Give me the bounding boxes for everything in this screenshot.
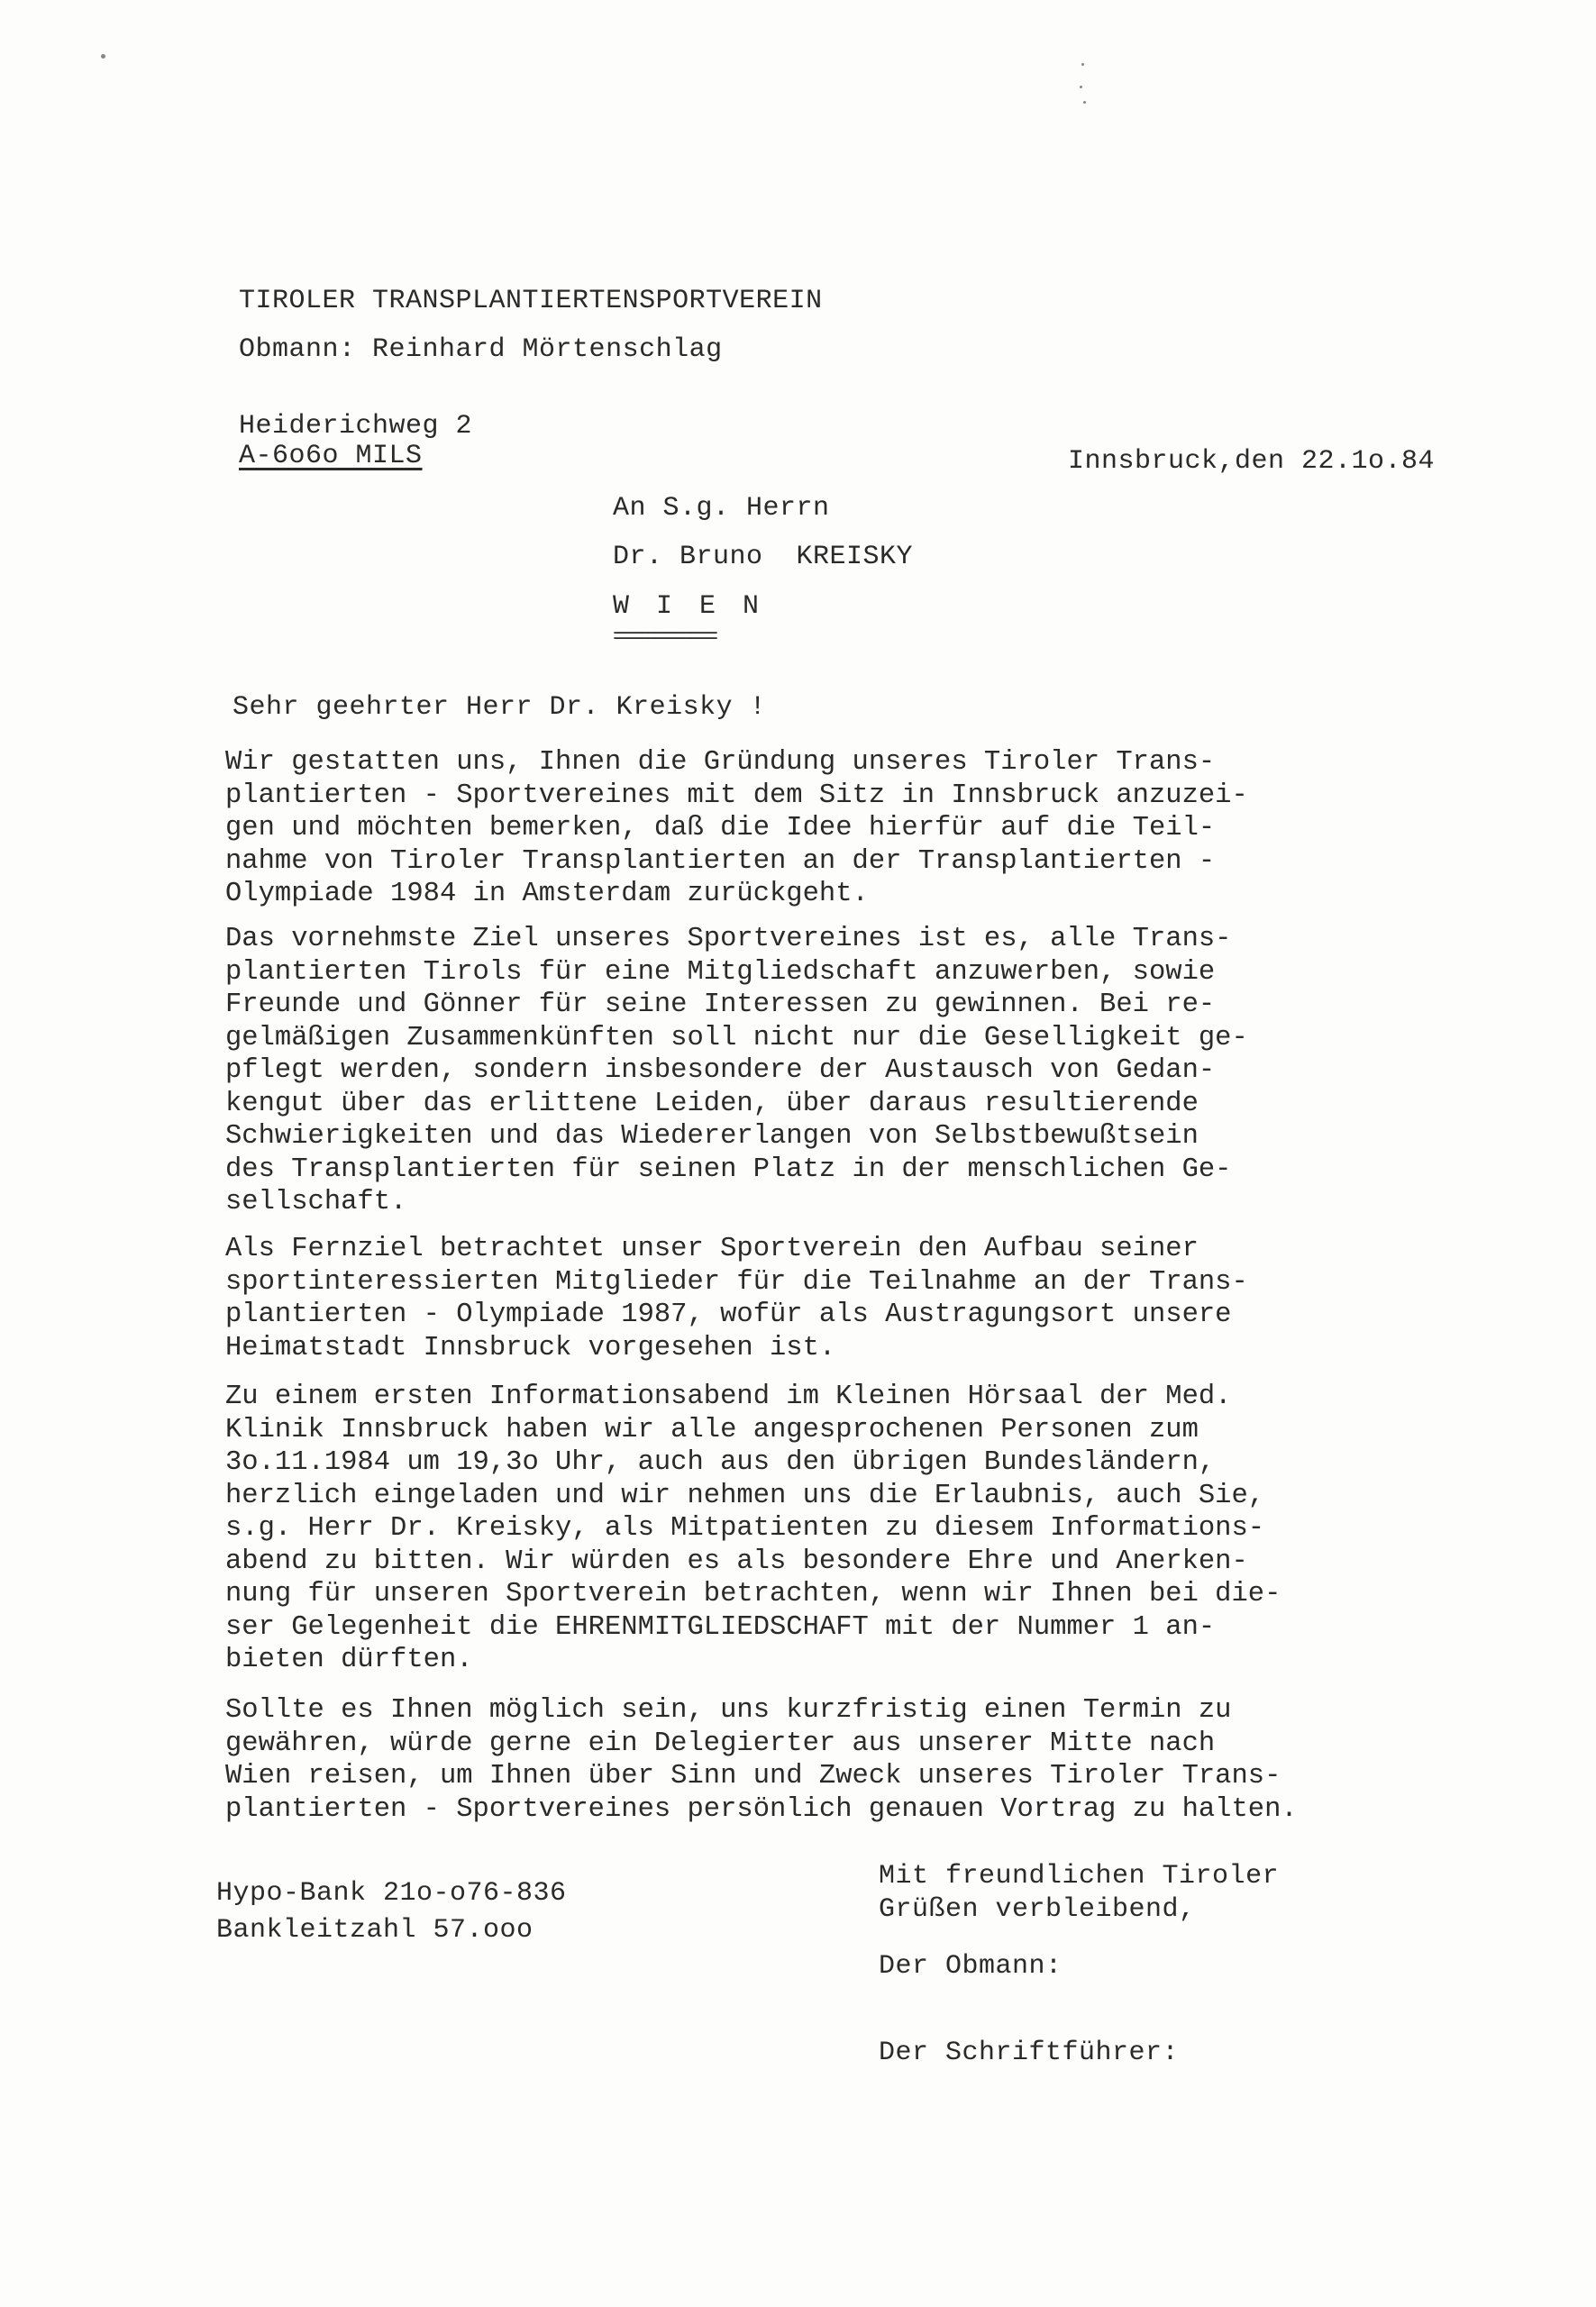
paragraph-text: Zu einem ersten Informationsabend im Kleinen Hörsaal der Med. Klinik Innsbruck haben wir alle angesprochenen Personen zum 3o.11.1984 um 19,3o Uhr, auch aus den übrigen Bundesländern, herzlich eingeladen und wir nehmen uns die Erlaubnis, auch Sie, s.g. Herr Dr. Kreisky, als Mitpatienten zu diesem Informations- abend zu bitten. Wir würden es als besondere Ehre und Anerken- nung für unseren Sportverein betrachten, wenn wir Ihnen bei die- ser Gelegenheit die EHRENMITGLIEDSCHAFT mit der Nummer 1 an- bieten dürften. (225, 1381, 1281, 1675)
recipient-city: WIEN (613, 591, 787, 622)
paragraph-text: Wir gestatten uns, Ihnen die Gründung unseres Tiroler Trans- plantierten - Sportvereines mit dem Sitz in Innsbruck anzuzei- gen und möchten bemerken, daß die Idee hierfür auf die Teil- nahme von Tiroler Transplantierten an der Transplantierten - Olympiade 1984 in Amsterdam zurückgeht. (225, 747, 1248, 909)
body-paragraph (225, 1381, 1505, 1677)
city-address: A-6o6o MILS (239, 441, 423, 471)
recipient-double-underline: ========== (613, 625, 716, 650)
body-paragraph (225, 1694, 1505, 1826)
paragraph-text: Sollte es Ihnen möglich sein, uns kurzfristig einen Termin zu gewähren, würde gerne ein Delegierter aus unserer Mitte nach Wien reisen, um Ihnen über Sinn und Zweck unseres Tiroler Trans- plantierten - Sportvereines persönlich genauen Vortrag zu halten. (225, 1695, 1298, 1825)
paragraph-text: Das vornehmste Ziel unseres Sportvereines ist es, alle Trans- plantierten Tirols für eine Mitgliedschaft anzuwerben, sowie Freunde und Gönner für seine Interessen zu gewinnen. Bei re- gelmäßigen Zusammenkünften soll nicht nur die Geselligkeit ge- pflegt werden, sondern insbesondere der Austausch von Gedan- kengut über das erlittene Leiden, über daraus resultierende Schwierigkeiten und das Wiedererlangen von Selbstbewußtsein des Transplantierten für seinen Platz in der menschlichen Ge- sellschaft. (225, 924, 1248, 1217)
closing-line-1: Mit freundlichen Tiroler (879, 1861, 1280, 1892)
salutation: Sehr geehrter Herr Dr. Kreisky ! (233, 692, 767, 723)
bank-account: Hypo-Bank 21o-o76-836 (216, 1878, 567, 1909)
paper-speck (1081, 63, 1084, 66)
organization-name: TIROLER TRANSPLANTIERTENSPORTVEREIN (239, 286, 823, 316)
letter-date: Innsbruck,den 22.1o.84 (1068, 446, 1436, 477)
chairman-signature-label: Der Obmann: (879, 1951, 1062, 1982)
chairman-line: Obmann: Reinhard Mörtenschlag (239, 334, 723, 365)
paragraph-text: Als Fernziel betrachtet unser Sportverein den Aufbau seiner sportinteressierten Mitglieder für die Teilnahme an der Trans- plantierten - Olympiade 1987, wofür als Austragungsort unsere Heimatstadt Innsbruck vorgesehen ist. (225, 1234, 1248, 1363)
recipient-line-1: An S.g. Herrn (613, 493, 830, 524)
body-paragraph (225, 923, 1505, 1219)
body-paragraph (225, 746, 1505, 911)
street-address: Heiderichweg 2 (239, 411, 473, 442)
paper-speck (1083, 101, 1086, 104)
recipient-line-2: Dr. Bruno KREISKY (613, 542, 914, 572)
secretary-signature-label: Der Schriftführer: (879, 2038, 1180, 2068)
closing-line-2: Grüßen verbleibend, (879, 1894, 1196, 1925)
paper-speck (101, 54, 105, 59)
paper-speck (1080, 86, 1082, 88)
body-paragraph (225, 1233, 1505, 1364)
bank-routing-number: Bankleitzahl 57.ooo (216, 1915, 534, 1946)
